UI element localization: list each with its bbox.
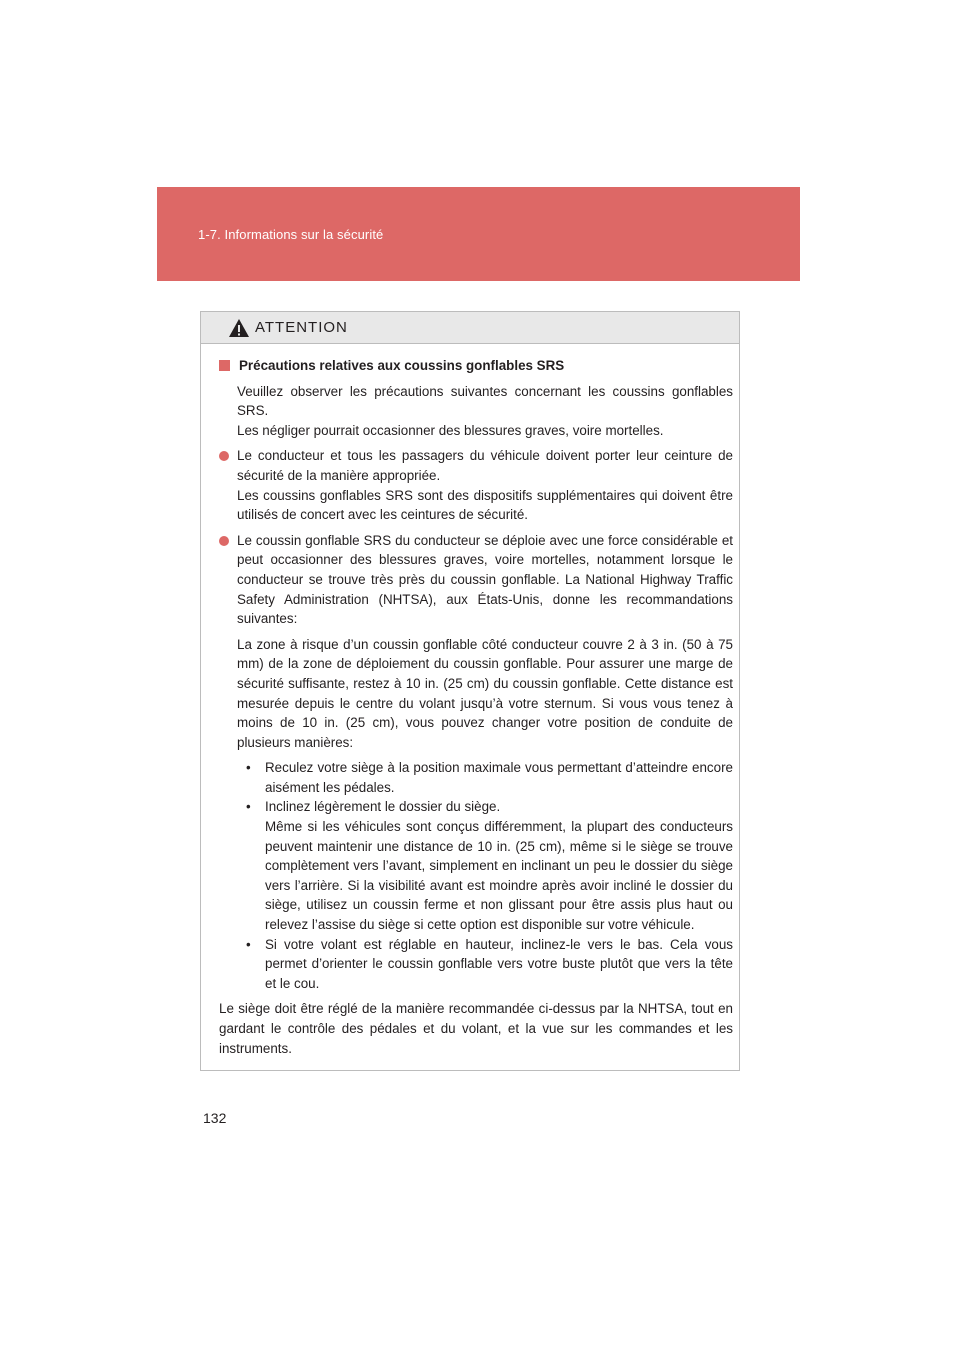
bullet1-text-b: Les coussins gonflables SRS sont des dispositifs supplémentaires qui doivent être utilisés de concert avec les ceintures de sécurité.: [237, 487, 733, 523]
section-title: 1-7. Informations sur la sécurité: [198, 227, 384, 242]
list-item: [237, 758, 733, 797]
bullet2-text-b: La zone à risque d’un coussin gonflable côté conducteur couvre 2 à 3 in. (50 à 75 mm) de la zone de déploiement du coussin gonflable. Pour assurer une marge de sécurité suffisante, restez à 10 in. (25 cm) du coussin gonflable. Cette distance est mesurée depuis le centre du volant jusqu’à votre sternum. Si vous vous tenez à moins de 10 in. (25 cm), vous pouvez changer votre position de conduite de plusieurs manières:: [237, 636, 733, 750]
warning-box: [200, 311, 740, 1071]
closing-text: Le siège doit être réglé de la manière recommandée ci-dessus par la NHTSA, tout en gardant le contrôle des pédales et du volant, et la vue sur les commandes et les instruments.: [219, 1001, 733, 1056]
intro-text-2: Les négliger pourrait occasionner des blessures graves, voire mortelles.: [237, 422, 664, 438]
bullet-driver-airbag: [219, 531, 733, 753]
warning-heading-text: Précautions relatives aux coussins gonflables SRS: [239, 358, 565, 373]
intro-block: [219, 382, 733, 441]
list-item-text: Si votre volant est réglable en hauteur, inclinez-le vers le bas. Cela vous permet d’orienter le coussin gonflable vers votre buste plutôt que vers la tête et le cou.: [265, 936, 733, 991]
round-bullet-icon: [219, 536, 229, 546]
bullet2-text-a: Le coussin gonflable SRS du conducteur se déploie avec une force considérable et peut occasionner des blessures graves, voire mortelles, notamment lorsque le conducteur se trouve très près du coussin gonflable. La National Highway Traffic Safety Administration (NHTSA), aux États-Unis, donne les recommandations suivantes:: [237, 532, 733, 627]
list-item-text: Reculez votre siège à la position maximale vous permettant d’atteindre encore aisément les pédales.: [265, 760, 733, 795]
list-item-text: Inclinez légèrement le dossier du siège.: [265, 799, 501, 815]
list-item: [237, 935, 733, 994]
warning-heading: [219, 356, 733, 376]
item-marker: •: [246, 760, 251, 776]
list-item-detail: Même si les véhicules sont conçus différemment, la plupart des conducteurs peuvent maintenir une distance de 10 in. (25 cm), même si le siège se trouve complètement vers l’avant, simplement en inclinant un peu le dossier du siège vers l’arrière. Si la visibilité avant est moindre après avoir incliné le dossier du siège, utilisez un coussin ferme et non glissant pour être assis plus haut ou relevez l’assise du siège si cette option est disponible sur votre véhicule.: [265, 819, 733, 933]
warning-triangle-icon: [228, 318, 250, 338]
bullet1-text-a: Le conducteur et tous les passagers du véhicule doivent porter leur ceinture de sécurité de la manière appropriée.: [237, 448, 733, 483]
warning-title: ATTENTION: [255, 319, 348, 336]
intro-text-1: Veuillez observer les précautions suivantes concernant les coussins gonflables SRS.: [237, 383, 733, 419]
round-bullet-icon: [219, 451, 229, 461]
warning-header: [201, 312, 739, 344]
bullet-seatbelt: [219, 446, 733, 524]
item-marker: •: [246, 936, 251, 952]
square-bullet-icon: [219, 360, 230, 371]
item-marker: •: [246, 799, 251, 815]
list-item: [237, 797, 733, 934]
warning-content: [201, 344, 739, 1058]
page-number: 132: [203, 1110, 227, 1126]
